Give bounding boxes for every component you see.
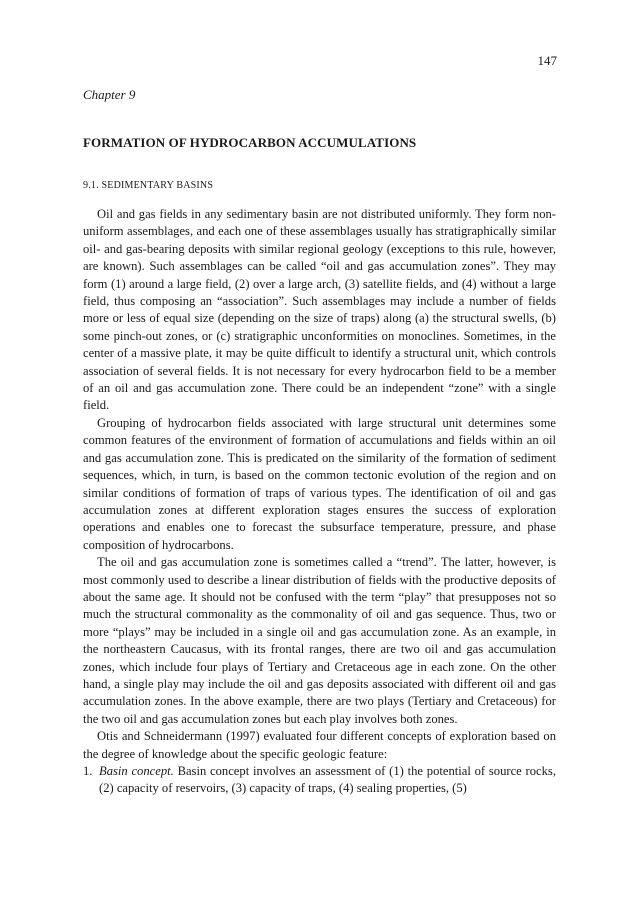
- page-number: 147: [537, 53, 557, 68]
- body-text: [83, 206, 556, 798]
- paragraph: Oil and gas fields in any sedimentary basin are not distributed uniformly. They form non-uniform assemblages, and each one of these assemblages usually has stratigraphically similar oil- and gas-bearing deposits with similar regional geology (exceptions to this rule, however, are known). Such assemblages can be called “oil and gas accumulation zones”. They may form (1) around a large field, (2) over a large arch, (3) satellite fields, and (4) without a large field, thus composing an “association”. Such assemblages may include a number of fields more or less of equal size (depending on the size of traps) along (a) the structural swells, (b) some pinch-out zones, or (c) stratigraphic unconformities on monoclines. Sometimes, in the center of a massive plate, it may be quite difficult to identify a structural unit, which controls association of several fields. It is not necessary for every hydrocarbon field to be a member of an oil and gas accumulation zone. There could be an independent “zone” with a single field.: [83, 207, 556, 413]
- section-heading: 9.1. SEDIMENTARY BASINS: [83, 180, 214, 191]
- chapter-title: FORMATION OF HYDROCARBON ACCUMULATIONS: [83, 135, 417, 150]
- paragraph: Otis and Schneidermann (1997) evaluated four different concepts of exploration based on the degree of knowledge about the specific geologic feature:: [83, 729, 556, 761]
- list-item-title: Basin concept.: [99, 764, 174, 778]
- list-item: [83, 763, 556, 798]
- list-item-number: 1.: [83, 764, 93, 778]
- chapter-label: Chapter 9: [83, 87, 136, 102]
- list-item-text: Basin concept involves an assessment of (1) the potential of source rocks, (2) capacity of reservoirs, (3) capacity of traps, (4) sealing properties, (5): [99, 764, 556, 796]
- paragraph: The oil and gas accumulation zone is sometimes called a “trend”. The latter, however, is most commonly used to describe a linear distribution of fields with the productive deposits of about the same age. It should not be confused with the term “play” that presupposes not so much the structural commonality as the commonality of oil and gas sequence. Thus, two or more “plays” may be included in a single oil and gas accumulation zone. As an example, in the northeastern Caucasus, with its frontal ranges, there are two oil and gas accumulation zones, which include four plays of Tertiary and Cretaceous age in each zone. On the other hand, a single play may include the oil and gas deposits associated with different oil and gas accumulation zones. In the above example, there are two plays (Tertiary and Cretaceous) for the two oil and gas accumulation zones but each play involves both zones.: [83, 555, 556, 726]
- paragraph: Grouping of hydrocarbon fields associated with large structural unit determines some common features of the environment of formation of accumulations and fields within an oil and gas accumulation zone. This is predicated on the similarity of the formation of sediment sequences, which, in turn, is based on the common tectonic evolution of the region and on similar conditions of formation of traps of various types. The identification of oil and gas accumulation zones at different exploration stages ensures the success of exploration operations and enables one to forecast the subsurface temperature, pressure, and phase composition of hydrocarbons.: [83, 415, 556, 552]
